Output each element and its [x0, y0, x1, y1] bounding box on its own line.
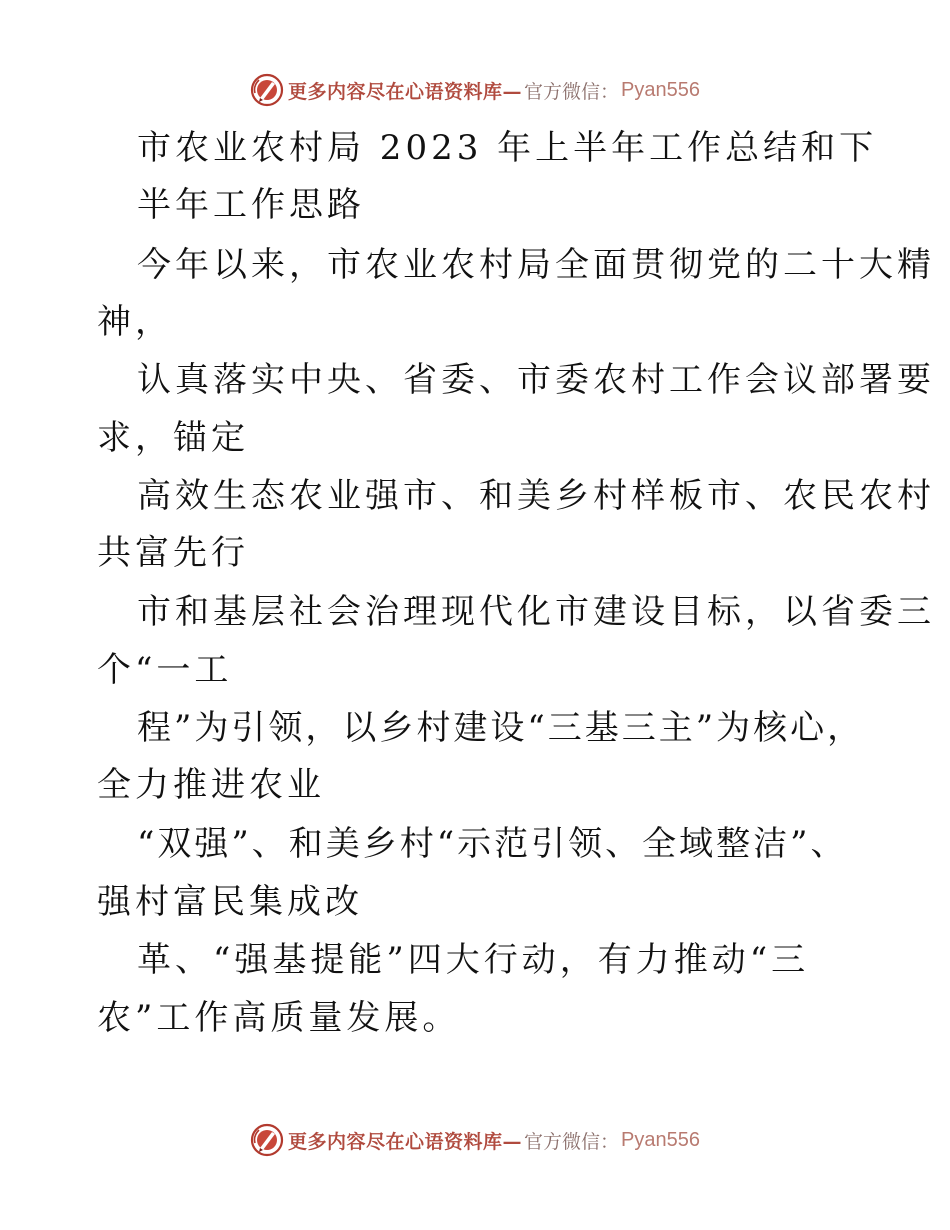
paragraph-line: 强村富民集成改	[97, 882, 363, 922]
document-title-line-1: 市农业农村局 2023 年上半年工作总结和下	[137, 128, 878, 168]
paragraph-line: 共富先行	[97, 533, 249, 573]
paragraph-line: 今年以来，市农业农村局全面贯彻党的二十大精	[137, 245, 935, 285]
paragraph-line: 神，	[97, 302, 173, 342]
paragraph-line: 个“一工	[97, 650, 233, 690]
paragraph-line: 全力推进农业	[97, 765, 325, 805]
footer-watermark	[0, 1122, 950, 1158]
paragraph-line: 求，锚定	[97, 418, 249, 458]
watermark-wechat-label: 官方微信：	[524, 1130, 620, 1153]
paragraph-line: 认真落实中央、省委、市委农村工作会议部署要	[137, 360, 935, 400]
paragraph-line: 程”为引领，以乡村建设“三基三主”为核心，	[137, 708, 865, 748]
paragraph-line: 农”工作高质量发展。	[97, 998, 461, 1038]
document-title-line-2: 半年工作思路	[137, 185, 365, 225]
watermark-brand-text: 更多内容尽在心语资料库—	[288, 80, 523, 103]
red-circle-pen-logo-icon	[250, 73, 284, 107]
watermark-wechat-label: 官方微信：	[524, 80, 620, 103]
paragraph-line: 市和基层社会治理现代化市建设目标，以省委三	[137, 592, 935, 632]
watermark-brand-text: 更多内容尽在心语资料库—	[288, 1130, 523, 1153]
paragraph-line: 高效生态农业强市、和美乡村样板市、农民农村	[137, 476, 935, 516]
paragraph-line: “双强”、和美乡村“示范引领、全域整洁”、	[137, 824, 848, 864]
paragraph-line: 革、“强基提能”四大行动，有力推动“三	[137, 940, 810, 980]
watermark-wechat-id: Pyan556	[621, 1128, 700, 1151]
header-watermark	[0, 72, 950, 108]
red-circle-pen-logo-icon	[250, 1123, 284, 1157]
watermark-wechat-id: Pyan556	[621, 78, 700, 101]
